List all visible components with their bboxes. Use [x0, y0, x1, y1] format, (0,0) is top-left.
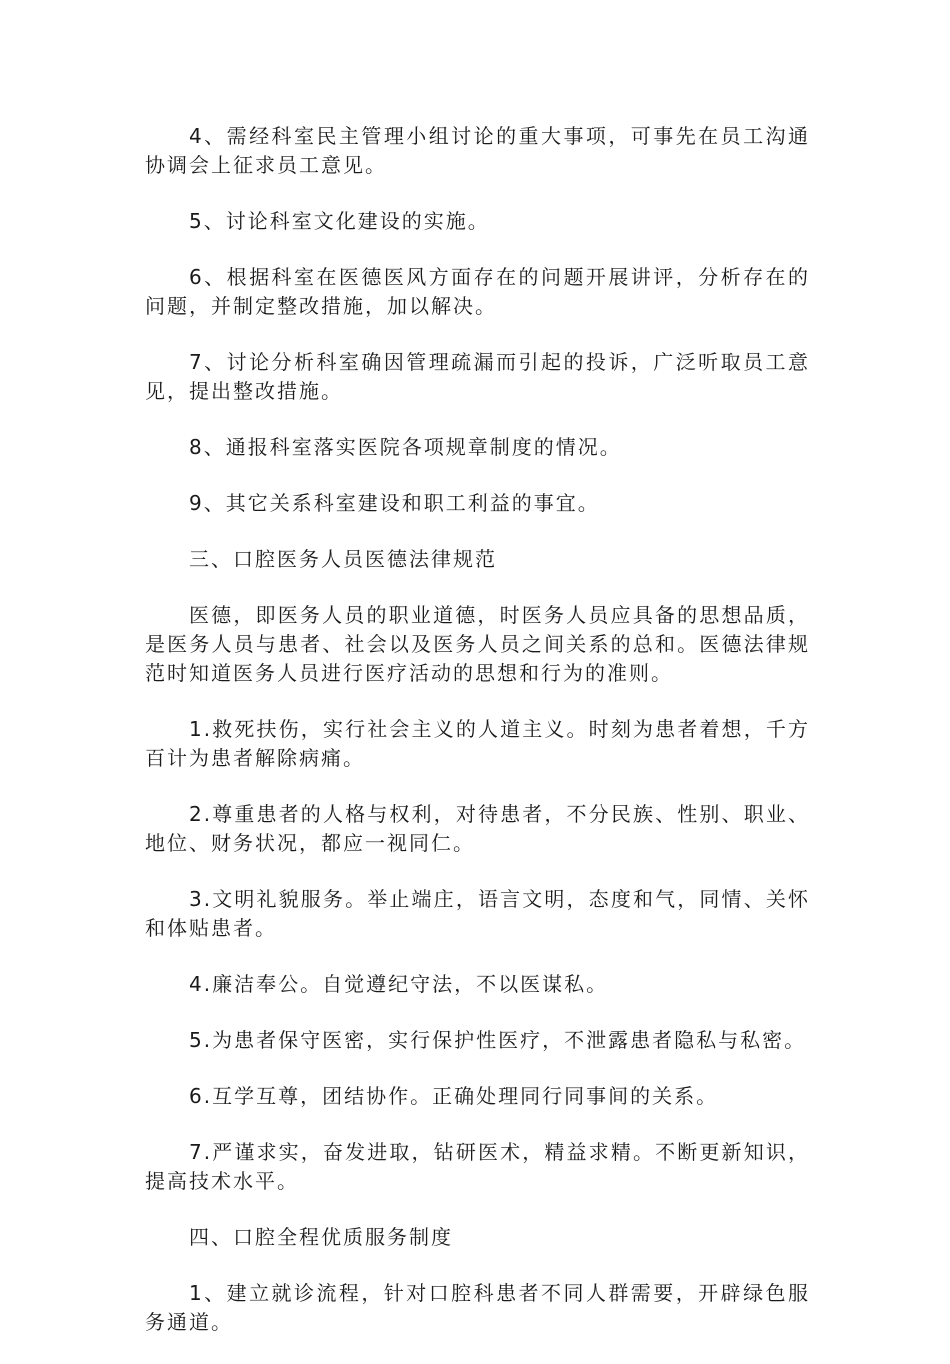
paragraph-norm-4: 4.廉洁奉公。自觉遵纪守法，不以医谋私。	[189, 972, 609, 996]
paragraph-norm-3: 3.文明礼貌服务。举止端庄，语言文明，态度和气，同情、关怀和体贴患者。	[145, 887, 810, 940]
section-heading-3: 三、口腔医务人员医德法律规范	[189, 547, 497, 571]
paragraph-norm-5: 5.为患者保守医密，实行保护性医疗，不泄露患者隐私与私密。	[189, 1028, 807, 1052]
paragraph-item-4: 4、需经科室民主管理小组讨论的重大事项，可事先在员工沟通协调会上征求员工意见。	[145, 124, 810, 177]
paragraph-service-1: 1、建立就诊流程，针对口腔科患者不同人群需要，开辟绿色服务通道。	[145, 1281, 810, 1334]
paragraph-item-5: 5、讨论科室文化建设的实施。	[189, 209, 490, 233]
document-page	[145, 122, 810, 1364]
paragraph-item-9: 9、其它关系科室建设和职工利益的事宜。	[189, 491, 600, 515]
section-heading-4: 四、口腔全程优质服务制度	[189, 1225, 453, 1249]
paragraph-item-6: 6、根据科室在医德医风方面存在的问题开展讲评，分析存在的问题，并制定整改措施，加以解决。	[145, 265, 810, 318]
paragraph-norm-2: 2.尊重患者的人格与权利，对待患者，不分民族、性别、职业、地位、财务状况，都应一视同仁。	[145, 802, 810, 855]
paragraph-item-8: 8、通报科室落实医院各项规章制度的情况。	[189, 435, 622, 459]
paragraph-norm-6: 6.互学互尊，团结协作。正确处理同行同事间的关系。	[189, 1084, 719, 1108]
paragraph-ethics-intro: 医德，即医务人员的职业道德，时医务人员应具备的思想品质，是医务人员与患者、社会以及医务人员之间关系的总和。医德法律规范时知道医务人员进行医疗活动的思想和行为的准则。	[145, 603, 810, 685]
paragraph-norm-1: 1.救死扶伤，实行社会主义的人道主义。时刻为患者着想，千方百计为患者解除病痛。	[145, 717, 810, 770]
paragraph-item-7: 7、讨论分析科室确因管理疏漏而引起的投诉，广泛听取员工意见，提出整改措施。	[145, 350, 810, 403]
paragraph-norm-7: 7.严谨求实，奋发进取，钻研医术，精益求精。不断更新知识，提高技术水平。	[145, 1140, 810, 1193]
